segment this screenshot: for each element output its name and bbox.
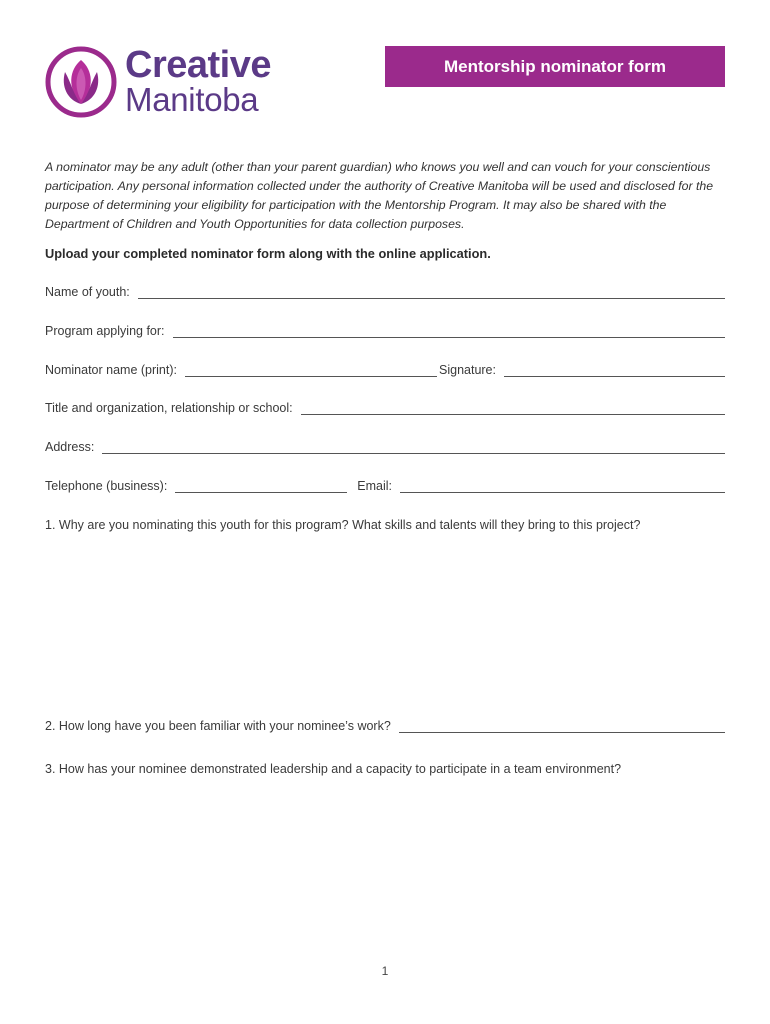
program-label: Program applying for: — [45, 324, 165, 338]
address-row — [45, 440, 725, 454]
question-2: 2. How long have you been familiar with your nominee’s work? — [45, 719, 391, 733]
email-field[interactable] — [400, 480, 725, 493]
telephone-email-row — [45, 479, 725, 493]
logo-text-creative: Creative — [125, 44, 271, 86]
email-label: Email: — [357, 479, 393, 493]
name-of-youth-label: Name of youth: — [45, 285, 130, 299]
form-title-banner: Mentorship nominator form — [385, 46, 725, 87]
nominator-row — [45, 363, 725, 377]
title-org-field[interactable] — [301, 402, 725, 415]
nominator-name-label: Nominator name (print): — [45, 363, 177, 377]
question-2-row — [45, 719, 725, 733]
nominator-name-field[interactable] — [185, 364, 437, 377]
intro-paragraph: A nominator may be any adult (other than your parent guardian) who knows you well and can vouch for your conscientious participation. Any personal information collected under the authority of Creative Manitoba will be used and disclosed for the purpose of determining your eligibility for participation with the Mentorship Program. It may also be shared with the Department of Children and Youth Opportunities for data collection purposes. — [45, 160, 714, 231]
logo-text-manitoba: Manitoba — [125, 81, 259, 118]
question-1: 1. Why are you nominating this youth for this program? What skills and talents will they bring to this project? — [45, 518, 641, 532]
signature-label: Signature: — [439, 363, 496, 377]
answer-2-field[interactable] — [399, 720, 725, 733]
program-field[interactable] — [173, 325, 725, 338]
program-row — [45, 324, 725, 338]
answer-3-area[interactable] — [45, 784, 725, 954]
question-3: 3. How has your nominee demonstrated leadership and a capacity to participate in a team environment? — [45, 762, 622, 776]
address-field[interactable] — [102, 441, 725, 454]
creative-manitoba-logo — [45, 44, 295, 120]
name-of-youth-field[interactable] — [138, 286, 725, 299]
signature-field[interactable] — [504, 364, 725, 377]
telephone-label: Telephone (business): — [45, 479, 168, 493]
title-org-row — [45, 401, 725, 415]
answer-1-area[interactable] — [45, 540, 725, 705]
name-of-youth-row — [45, 285, 725, 299]
telephone-field[interactable] — [175, 480, 347, 493]
tulip-logo-icon — [45, 46, 117, 118]
page-number: 1 — [381, 964, 389, 978]
title-org-label: Title and organization, relationship or school: — [45, 401, 293, 415]
address-label: Address: — [45, 440, 95, 454]
upload-instruction: Upload your completed nominator form along with the online application. — [45, 246, 491, 261]
